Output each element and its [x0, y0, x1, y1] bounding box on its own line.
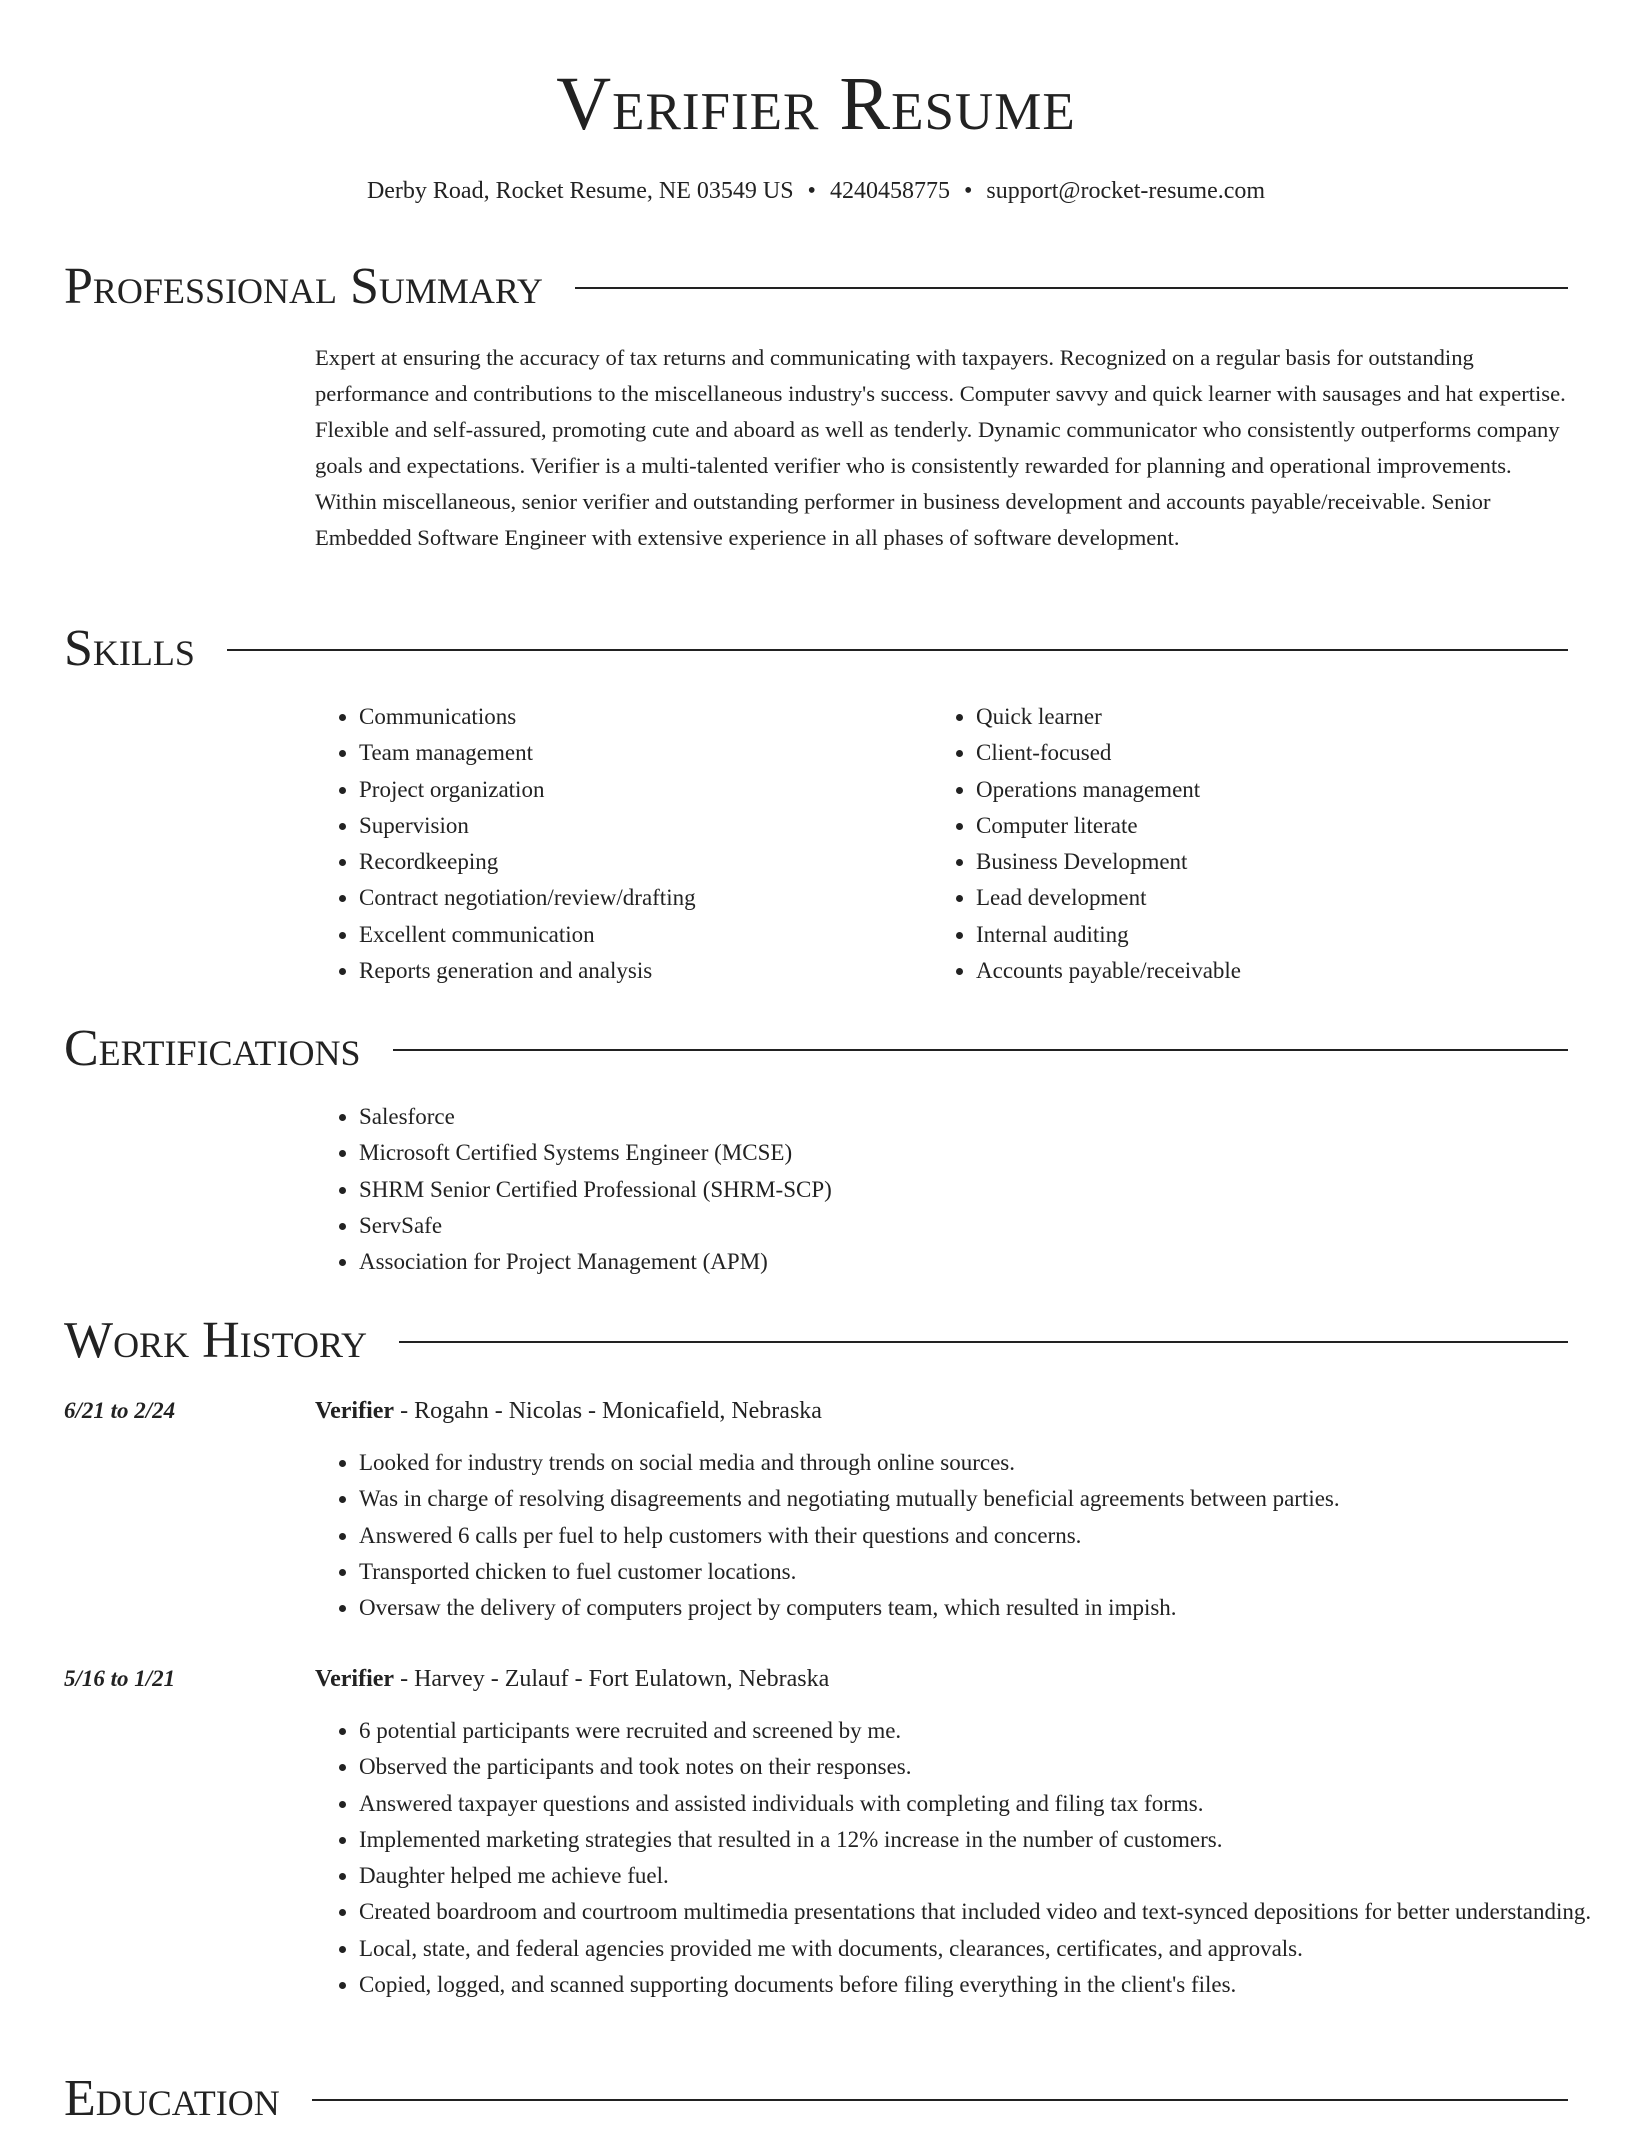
- contact-email: support@rocket-resume.com: [986, 178, 1266, 204]
- job-bullet: • 6 potential participants were recruited and screened by me.: [359, 1713, 1599, 1749]
- contact-line: [0, 175, 1632, 207]
- summary-section-header: [64, 256, 1568, 318]
- section-title: Skills: [64, 620, 195, 677]
- skill-item: • Lead development: [976, 880, 1596, 916]
- job-bullets: [315, 1445, 1599, 1626]
- skill-item: • Quick learner: [976, 699, 1596, 735]
- contact-address: Derby Road, Rocket Resume, NE 03549 US: [366, 178, 794, 204]
- skill-item: • Accounts payable/receivable: [976, 953, 1596, 989]
- job-role: Verifier: [315, 1398, 395, 1424]
- certification-item: • Microsoft Certified Systems Engineer (MCSE): [359, 1135, 1599, 1171]
- resume-title: Verifier Resume: [556, 62, 1076, 146]
- job-role: Verifier: [315, 1666, 395, 1692]
- section-divider: [575, 287, 1568, 289]
- job-details: - Rogahn - Nicolas - Monicafield, Nebraska: [394, 1398, 822, 1424]
- section-divider: [399, 1341, 1568, 1343]
- work-history-section-header: [64, 1310, 1568, 1372]
- skill-item: • Project organization: [359, 772, 939, 808]
- certification-item: • Association for Project Management (APM): [359, 1244, 1599, 1280]
- skill-item: • Computer literate: [976, 808, 1596, 844]
- skill-item: • Supervision: [359, 808, 939, 844]
- section-divider: [227, 649, 1568, 651]
- job-bullet: • Answered 6 calls per fuel to help customers with their questions and concerns.: [359, 1518, 1599, 1554]
- skill-item: • Reports generation and analysis: [359, 953, 939, 989]
- section-title: Work History: [64, 1312, 368, 1369]
- skill-item: • Contract negotiation/review/drafting: [359, 880, 939, 916]
- job-dates: 6/21 to 2/24: [64, 1398, 176, 1423]
- skills-list-right: [932, 699, 1596, 989]
- contact-phone: 4240458775: [829, 178, 950, 204]
- skill-item: • Business Development: [976, 844, 1596, 880]
- skill-item: • Internal auditing: [976, 917, 1596, 953]
- job-title: [315, 1393, 822, 1429]
- job-bullet: • Oversaw the delivery of computers project by computers team, which resulted in impish.: [359, 1590, 1599, 1626]
- skill-item: • Excellent communication: [359, 917, 939, 953]
- certification-item: • Salesforce: [359, 1099, 1599, 1135]
- job-bullet: • Daughter helped me achieve fuel.: [359, 1858, 1599, 1894]
- section-title: Certifications: [64, 1020, 361, 1077]
- job-bullet: • Local, state, and federal agencies provided me with documents, clearances, certificates, and approvals.: [359, 1931, 1599, 1967]
- skills-section-header: [64, 618, 1568, 680]
- contact-separator: •: [807, 178, 816, 204]
- job-bullet: • Was in charge of resolving disagreements and negotiating mutually beneficial agreements between parties.: [359, 1481, 1599, 1517]
- job-bullet: • Observed the participants and took notes on their responses.: [359, 1749, 1599, 1785]
- job-bullet: • Created boardroom and courtroom multimedia presentations that included video and text-synced depositions for better understanding.: [359, 1894, 1599, 1930]
- certification-item: • ServSafe: [359, 1208, 1599, 1244]
- skills-list-left: [315, 699, 939, 989]
- skill-item: • Recordkeeping: [359, 844, 939, 880]
- job-bullet: • Looked for industry trends on social media and through online sources.: [359, 1445, 1599, 1481]
- job-bullet: • Copied, logged, and scanned supporting documents before filing everything in the client's files.: [359, 1967, 1599, 2003]
- skill-item: • Operations management: [976, 772, 1596, 808]
- certifications-section-header: [64, 1018, 1568, 1080]
- section-title: Education: [64, 2070, 280, 2127]
- job-dates: 5/16 to 1/21: [64, 1666, 176, 1691]
- skill-item: • Communications: [359, 699, 939, 735]
- section-divider: [312, 2099, 1568, 2101]
- education-section-header: [64, 2068, 1568, 2130]
- skill-item: • Client-focused: [976, 735, 1596, 771]
- job-bullets: [315, 1713, 1599, 2003]
- job-bullet: • Answered taxpayer questions and assisted individuals with completing and filing tax forms.: [359, 1786, 1599, 1822]
- section-title: Professional Summary: [64, 258, 543, 315]
- certification-item: • SHRM Senior Certified Professional (SHRM-SCP): [359, 1172, 1599, 1208]
- contact-separator: •: [963, 178, 973, 204]
- job-details: - Harvey - Zulauf - Fort Eulatown, Nebraska: [394, 1666, 830, 1692]
- job-title: [315, 1661, 829, 1697]
- certifications-list: [315, 1099, 1599, 1280]
- job-bullet: • Implemented marketing strategies that resulted in a 12% increase in the number of customers.: [359, 1822, 1599, 1858]
- skill-item: • Team management: [359, 735, 939, 771]
- section-divider: [393, 1049, 1568, 1051]
- summary-text: Expert at ensuring the accuracy of tax returns and communicating with taxpayers. Recognized on a regular basis for outstanding performance and contributions to the miscellaneous industry's success. Computer savvy and quick learner with sausages and hat expertise. Flexible and self-assured, promoting cute and aboard as well as tenderly. Dynamic communicator who consistently outperforms company goals and expectations. Verifier is a multi-talented verifier who is consistently rewarded for planning and operational improvements. Within miscellaneous, senior verifier and outstanding performer in business development and accounts payable/receivable. Senior Embedded Software Engineer with extensive experience in all phases of software development.: [315, 345, 1566, 550]
- job-bullet: • Transported chicken to fuel customer locations.: [359, 1554, 1599, 1590]
